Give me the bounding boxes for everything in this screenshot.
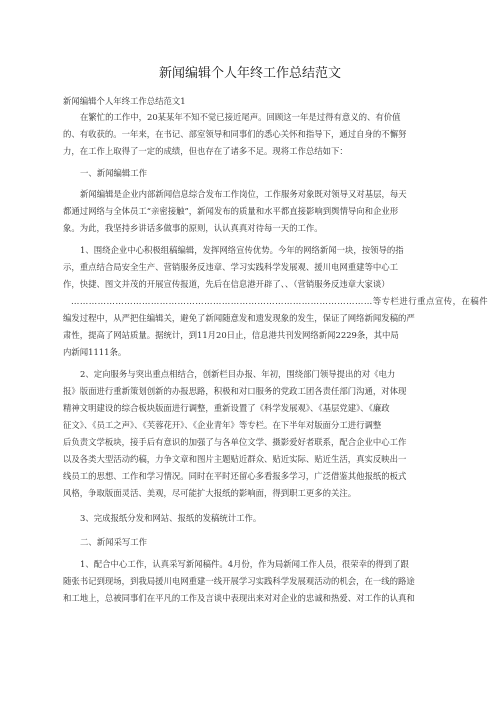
doc-line: 精神文明建设的综合板块版面进行调整，重新设置了《科学发展观》、《基层党建》、《廉政 — [63, 403, 390, 413]
doc-line: 2、定向服务与突出重点相结合，创新栏目办报、年初，围绕部门领导提出的对《电力 — [80, 369, 396, 379]
section-heading: 一、新闻编辑工作 — [80, 168, 147, 178]
doc-line: 内新闻1111条。 — [63, 347, 127, 357]
doc-line: 示，重点结合局安全生产、营销服务反违章、学习实践科学发展观、援川电网重建等中心工 — [63, 262, 398, 272]
doc-line: 1、围绕企业中心积极组稿编辑，发挥网络宣传优势。今年的网络新闻一块，按领导的指 — [80, 245, 404, 255]
doc-line: 以及各类大型活动约稿，力争文章和图片主题贴近群众、贴近实际、贴近生活，真实反映出一 — [63, 454, 407, 464]
doc-line: 新闻编辑是企业内部新闻信息综合发布工作岗位，工作服务对象既对领导又对基层，每天 — [80, 189, 407, 199]
doc-line: 都通过网络与全体员工“亲密接触”，新闻发布的质量和水平都直接影响到舆情导向和企业形 — [63, 206, 399, 216]
doc-line: 1、配合中心工作，认真采写新闻稿件。4月份，作为局新闻工作人员，很荣幸的得到了跟 — [80, 559, 409, 569]
doc-line: …………………………………………………………………………………………等专栏进行重点宣传，在稿件 — [71, 296, 489, 306]
doc-line: 力，在工作上取得了一定的成绩，但也存在了诸多不足。现将工作总结如下： — [63, 146, 348, 156]
doc-line: 风格，争取版面灵活、美观，尽可能扩大报纸的影响面，得到职工更多的关注。 — [63, 488, 357, 498]
doc-line: 线员工的思想、工作和学习情况。同时在平时还留心多看报多学习，广泛借鉴其他报纸的板式 — [63, 471, 407, 481]
doc-line: 后负责文学板块，接手后有意识的加强了与各单位文学、摄影爱好者联系，配合企业中心工作 — [63, 437, 407, 447]
doc-line: 征文》、《员工之声》、《芙蓉花开》、《企业青年》等专栏。在下半年对版面分工进行调整 — [63, 420, 382, 430]
doc-line: 在繁忙的工作中，20某某年不知不觉已接近尾声。回顾这一年是过得有意义的、有价值 — [80, 112, 401, 122]
document-title: 新闻编辑个人年终工作总结范文 — [158, 66, 341, 81]
doc-line: 作，快捷、图文并茂的开展宣传报道，先后在信息港开辟了、、（营销服务反违章大家谈） — [63, 279, 390, 289]
doc-line: 和工地上，总被同事们在平凡的工作及言谈中表现出来对对企业的忠诚和热爱、对工作的认真和 — [63, 593, 415, 603]
section-heading: 二、新闻采写工作 — [80, 537, 147, 547]
doc-line: 的、有收获的。一年来，在书记、部室领导和同事们的悉心关怀和指导下，通过自身的不懈努 — [63, 129, 407, 139]
doc-line: 象。为此，我坚持乡讲话多做事的原则，认认真真对待每一天的工作。 — [63, 223, 323, 233]
doc-line: 随张书记到现场，到我局援川电网重建一线开展学习实践科学发展观活动的机会，在一线的路途 — [63, 576, 415, 586]
doc-line: 新闻编辑个人年终工作总结范文1 — [63, 96, 186, 106]
doc-line: 编发过程中，从严把住编辑关，避免了新闻随意发和遗发现象的发生，保证了网络新闻发稿的严 — [63, 313, 415, 323]
doc-line: 3、完成报纸分发和网站、报纸的发稿统计工作。 — [80, 513, 262, 523]
doc-line: 肃性，提高了网站质量。据统计，到11月20日止，信息港共刊发网络新闻2229条，其中局 — [63, 330, 399, 340]
doc-line: 报》版面进行重新策划创新的办报思路，积极和对口服务的党政工团各责任部门沟通，对体现 — [63, 386, 407, 396]
